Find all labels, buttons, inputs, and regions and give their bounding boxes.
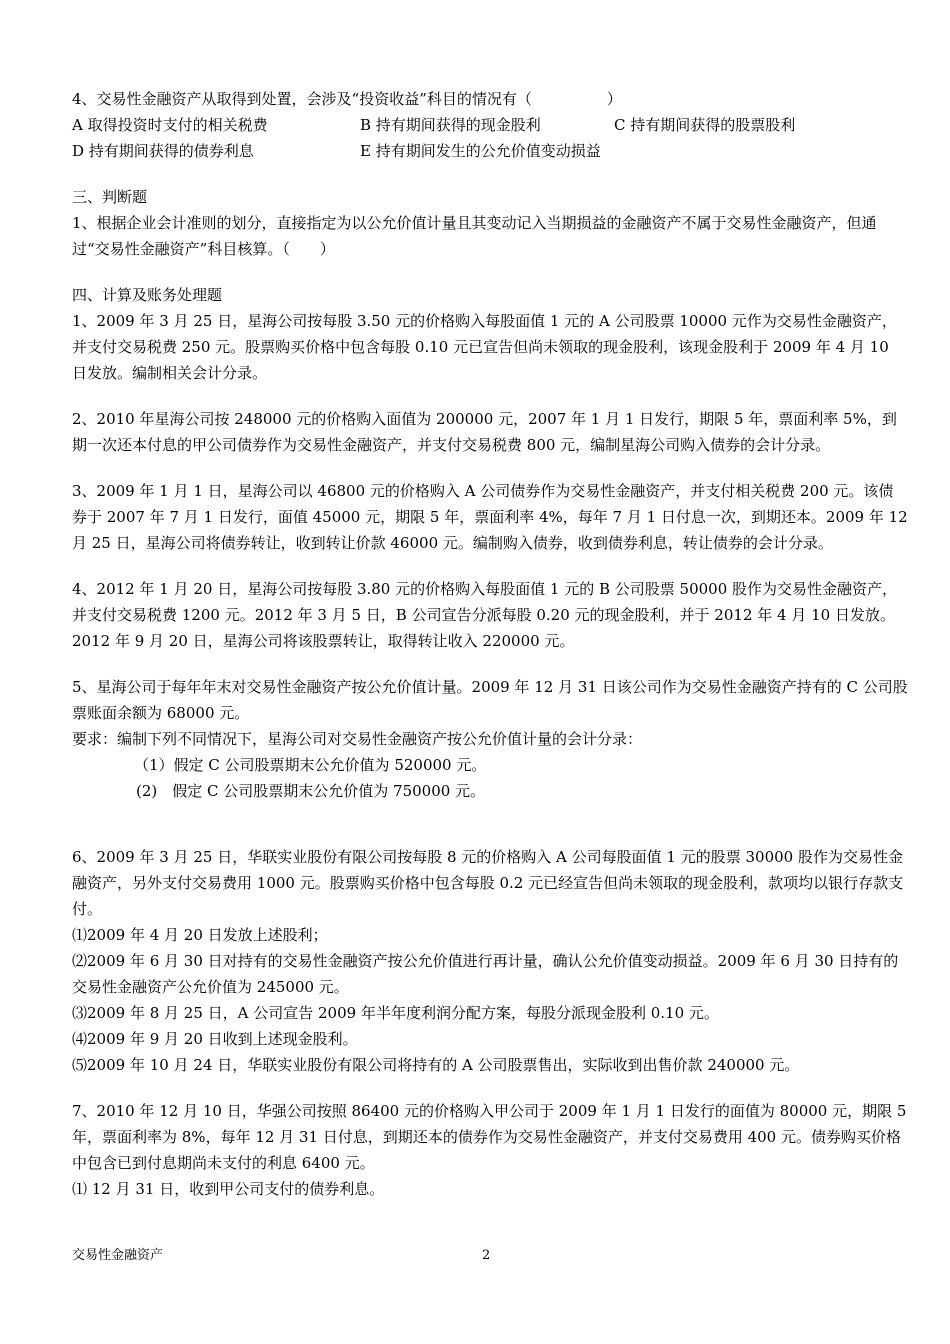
calc-question-1: 1、2009 年 3 月 25 日，星海公司按每股 3.50 元的价格购入每股面值 1 元的 A 公司股票 10000 元作为交易性金融资产，并支付交易税费 250 元。股票购买价格中包含每股 0.10 元已宣告但尚未领取的现金股利，该现金股利于 2009 年 4 月 10 日发放。编制相关会计分录。 [72,312,897,382]
document-page [72,86,908,1202]
calc-question-7: 7、2010 年 12 月 10 日，华强公司按照 86400 元的价格购入甲公司于 2009 年 1 月 1 日发行的面值为 80000 元，期限 5 年，票面利率为 8%，每年 12 月 31 日付息，到期还本的债券作为交易性金融资产，并支付交易费用 400 元。债券购买价格中包含已到付息期尚未支付的利息 6400 元。 [72,1102,907,1172]
calc-question-5-case-2: (2) 假定 C 公司股票期末公允价值为 750000 元。 [136,782,486,800]
option-b: B 持有期间获得的现金股利 [360,116,541,134]
calc-question-5-requirement: 要求：编制下列不同情况下，星海公司对交易性金融资产按公允价值计量的会计分录： [72,730,643,748]
calc-question-6-item-3: ⑶2009 年 8 月 25 日，A 公司宣告 2009 年半年度利润分配方案，每股分派现金股利 0.10 元。 [72,1004,719,1022]
option-d: D 持有期间获得的债券利息 [72,142,254,160]
page-footer [72,1246,908,1266]
calc-question-3: 3、2009 年 1 月 1 日，星海公司以 46800 元的价格购入 A 公司债券作为交易性金融资产，并支付相关税费 200 元。该债券于 2007 年 7 月 1 日发行，面值 45000 元，期限 5 年，票面利率 4%，每年 7 月 1 日付息一次，到期还本。2009 年 12 月 25 日，星海公司将债券转让，收到转让价款 46000 元。编制购入债券，收到债券利息，转让债券的会计分录。 [72,482,908,552]
judgment-question-1: 1、根据企业会计准则的划分，直接指定为以公允价值计量且其变动记入当期损益的金融资产不属于交易性金融资产，但通过“交易性金融资产”科目核算。（ ） [72,214,877,258]
calc-question-6-item-1: ⑴2009 年 4 月 20 日发放上述股利； [72,926,328,944]
section-3-title: 三、判断题 [72,188,148,206]
option-a: A 取得投资时支付的相关税费 [72,116,268,134]
option-c: C 持有期间获得的股票股利 [614,116,796,134]
option-e: E 持有期间发生的公允价值变动损益 [360,142,601,160]
calc-question-6-item-2: ⑵2009 年 6 月 30 日对持有的交易性金融资产按公允价值进行再计量，确认公允价值变动损益。2009 年 6 月 30 日持有的交易性金融资产公允价值为 245000 元。 [72,952,899,996]
calc-question-5: 5、星海公司于每年年末对交易性金融资产按公允价值计量。2009 年 12 月 31 日该公司作为交易性金融资产持有的 C 公司股票账面余额为 68000 元。 [72,678,908,722]
section-4-title: 四、计算及账务处理题 [72,286,223,304]
calc-question-7-item-1: ⑴ 12 月 31 日，收到甲公司支付的债券利息。 [72,1180,385,1198]
question-4-options-row-2 [72,138,908,164]
calc-question-6-item-5: ⑸2009 年 10 月 24 日，华联实业股份有限公司将持有的 A 公司股票售出，实际收到出售价款 240000 元。 [72,1056,800,1074]
question-4-stem: 4、交易性金融资产从取得到处置，会涉及“投资收益”科目的情况有（ ） [72,90,622,108]
calc-question-2: 2、2010 年星海公司按 248000 元的价格购入面值为 200000 元，2007 年 1 月 1 日发行，期限 5 年，票面利率 5%，到期一次还本付息的甲公司债券作为交易性金融资产，并支付交易税费 800 元，编制星海公司购入债券的会计分录。 [72,410,897,454]
calc-question-4: 4、2012 年 1 月 20 日，星海公司按每股 3.80 元的价格购入每股面值 1 元的 B 公司股票 50000 股作为交易性金融资产，并支付交易税费 1200 元。2012 年 3 月 5 日，B 公司宣告分派每股 0.20 元的现金股利，并于 2012 年 4 月 10 日发放。2012 年 9 月 20 日，星海公司将该股票转让，取得转让收入 220000 元。 [72,580,898,650]
footer-title: 交易性金融资产 [72,1248,164,1263]
calc-question-6-item-4: ⑷2009 年 9 月 20 日收到上述现金股利。 [72,1030,358,1048]
question-4-options-row-1 [72,112,908,138]
calc-question-6: 6、2009 年 3 月 25 日，华联实业股份有限公司按每股 8 元的价格购入 A 公司每股面值 1 元的股票 30000 股作为交易性金融资产，另外支付交易费用 1000 元。股票购买价格中包含每股 0.2 元已经宣告但尚未领取的现金股利，款项均以银行存款支付。 [72,848,904,918]
page-number: 2 [482,1248,491,1263]
calc-question-5-case-1: （1）假定 C 公司股票期末公允价值为 520000 元。 [134,756,487,774]
